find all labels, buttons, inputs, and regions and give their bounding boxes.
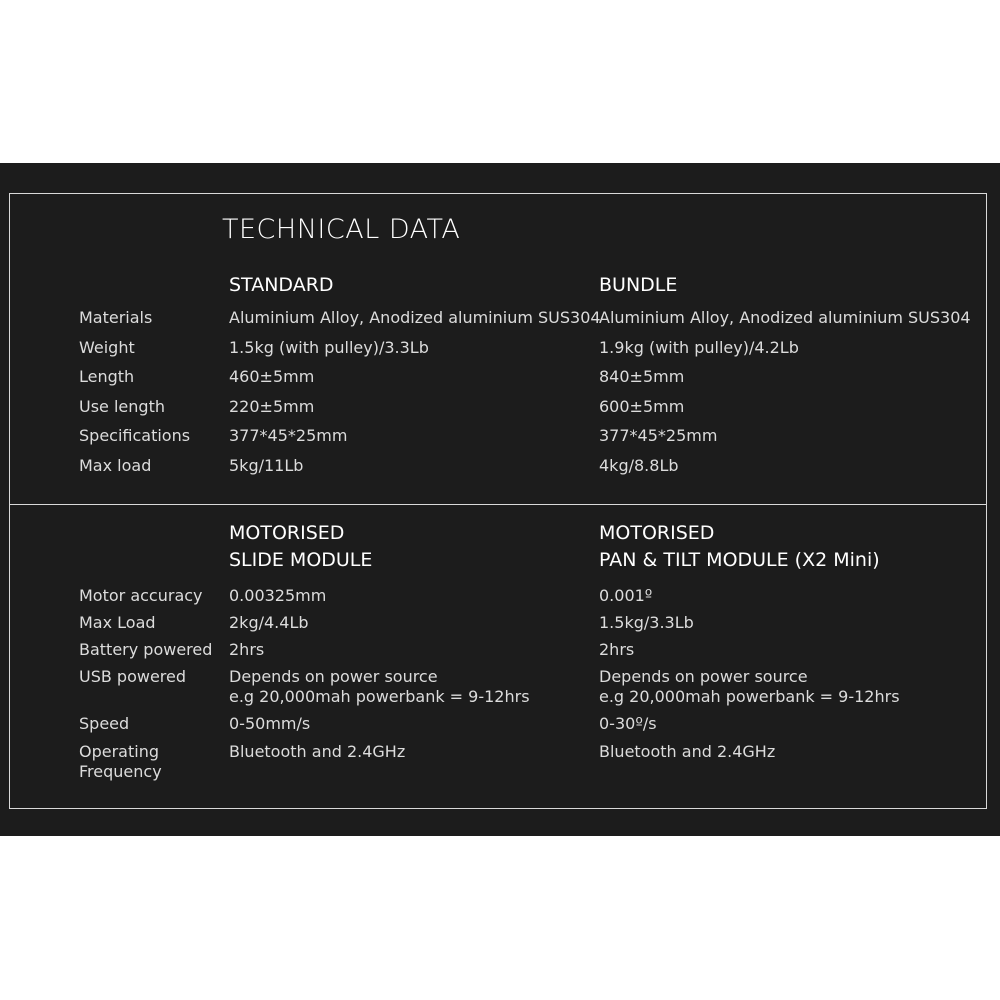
spec-label-use-length: Use length <box>79 397 165 416</box>
spec-value-bundle-length: 840±5mm <box>599 367 685 386</box>
spec-label-battery-powered: Battery powered <box>79 640 213 659</box>
spec-value-standard-length: 460±5mm <box>229 367 315 386</box>
column-header-pan-line2: PAN & TILT MODULE (X2 Mini) <box>599 549 880 571</box>
spec-value-pan-battery-powered: 2hrs <box>599 640 635 659</box>
spec-value-bundle-specifications: 377*45*25mm <box>599 426 718 445</box>
spec-value-standard-max-load: 5kg/11Lb <box>229 456 304 475</box>
page-title: TECHNICAL DATA <box>222 214 461 245</box>
column-header-bundle: BUNDLE <box>599 274 678 296</box>
spec-value-bundle-max-load: 4kg/8.8Lb <box>599 456 679 475</box>
column-header-slide-line2: SLIDE MODULE <box>229 549 373 571</box>
spec-value-bundle-use-length: 600±5mm <box>599 397 685 416</box>
spec-frame <box>9 193 987 809</box>
spec-value-pan-max-load: 1.5kg/3.3Lb <box>599 613 694 632</box>
column-header-pan-line1: MOTORISED <box>599 522 715 544</box>
spec-value-bundle-weight: 1.9kg (with pulley)/4.2Lb <box>599 338 799 357</box>
spec-value-slide-usb-powered: Depends on power source e.g 20,000mah powerbank = 9-12hrs <box>229 667 530 706</box>
spec-label-max-load-2: Max Load <box>79 613 156 632</box>
spec-value-standard-use-length: 220±5mm <box>229 397 315 416</box>
spec-label-max-load: Max load <box>79 456 152 475</box>
spec-value-standard-specifications: 377*45*25mm <box>229 426 348 445</box>
spec-value-pan-motor-accuracy: 0.001º <box>599 586 653 605</box>
spec-label-materials: Materials <box>79 308 153 327</box>
spec-label-usb-powered: USB powered <box>79 667 187 686</box>
spec-value-slide-speed: 0-50mm/s <box>229 714 311 733</box>
spec-label-weight: Weight <box>79 338 135 357</box>
spec-value-standard-weight: 1.5kg (with pulley)/3.3Lb <box>229 338 429 357</box>
spec-label-length: Length <box>79 367 135 386</box>
spec-value-slide-operating-frequency: Bluetooth and 2.4GHz <box>229 742 406 761</box>
spec-value-slide-motor-accuracy: 0.00325mm <box>229 586 327 605</box>
spec-value-standard-materials: Aluminium Alloy, Anodized aluminium SUS304 <box>229 308 601 327</box>
spec-label-motor-accuracy: Motor accuracy <box>79 586 203 605</box>
spec-value-slide-battery-powered: 2hrs <box>229 640 265 659</box>
spec-value-bundle-materials: Aluminium Alloy, Anodized aluminium SUS304 <box>599 308 971 327</box>
spec-value-pan-speed: 0-30º/s <box>599 714 657 733</box>
spec-value-slide-max-load: 2kg/4.4Lb <box>229 613 309 632</box>
section-divider <box>9 504 987 505</box>
spec-label-speed: Speed <box>79 714 130 733</box>
spec-value-pan-operating-frequency: Bluetooth and 2.4GHz <box>599 742 776 761</box>
column-header-slide-line1: MOTORISED <box>229 522 345 544</box>
spec-value-pan-usb-powered: Depends on power source e.g 20,000mah powerbank = 9-12hrs <box>599 667 900 706</box>
spec-label-specifications: Specifications <box>79 426 191 445</box>
column-header-standard: STANDARD <box>229 274 334 296</box>
spec-label-operating-frequency: Operating Frequency <box>79 742 162 781</box>
